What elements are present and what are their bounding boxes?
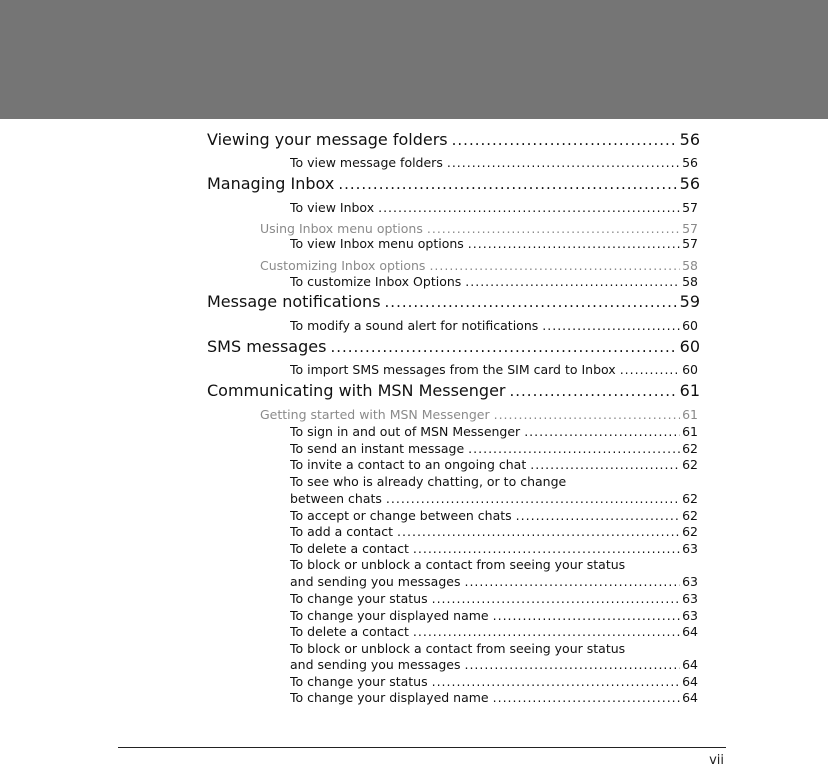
entry-title: Customizing Inbox options <box>260 258 426 273</box>
entry-page: 62 <box>682 524 698 539</box>
dot-leader <box>413 624 680 639</box>
dot-leader <box>330 338 677 356</box>
entry-title: To add a contact <box>290 524 394 539</box>
entry-page: 64 <box>682 624 698 639</box>
entry-page: 57 <box>682 221 698 236</box>
entry-page: 59 <box>679 292 700 311</box>
dot-leader <box>516 508 680 523</box>
entry-title: To change your status <box>290 591 428 606</box>
toc-entry-customize-inbox-options[interactable] <box>290 274 698 290</box>
entry-title: and sending you messages <box>290 657 461 672</box>
toc-entry-msn-messenger[interactable] <box>207 381 700 403</box>
dot-leader <box>447 155 680 170</box>
toc-entry-sending-messages[interactable] <box>290 574 698 590</box>
dot-leader <box>452 131 678 149</box>
dot-leader <box>494 407 680 422</box>
dot-leader <box>620 362 680 377</box>
entry-title: To change your displayed name <box>290 690 489 705</box>
entry-title: To view message folders <box>290 155 443 170</box>
toc-entry-getting-started-msn[interactable] <box>260 407 698 423</box>
entry-page: 63 <box>682 574 698 589</box>
entry-title: To change your status <box>290 674 428 689</box>
toc-entry-view-inbox[interactable] <box>290 200 698 216</box>
entry-title: between chats <box>290 491 382 506</box>
entry-page: 61 <box>679 381 700 400</box>
toc-entry-sms-messages[interactable] <box>207 337 700 359</box>
toc-entry-sending-messages-2[interactable] <box>290 657 698 673</box>
entry-title: Getting started with MSN Messenger <box>260 407 490 422</box>
dot-leader <box>510 382 678 400</box>
toc-entry-message-notifications[interactable] <box>207 292 700 314</box>
dot-leader <box>385 293 678 311</box>
toc-entry-invite-contact[interactable] <box>290 457 698 473</box>
entry-page: 60 <box>682 362 698 377</box>
toc-entry-customizing-inbox-options[interactable] <box>260 258 698 274</box>
entry-title: Viewing your message folders <box>207 130 448 149</box>
entry-title: To view Inbox <box>290 200 375 215</box>
entry-page: 57 <box>682 200 698 215</box>
entry-title: To send an instant message <box>290 441 465 456</box>
entry-title: and sending you messages <box>290 574 461 589</box>
footer-rule <box>118 747 726 748</box>
header-band <box>0 0 828 119</box>
toc-entry-view-message-folders[interactable] <box>290 155 698 171</box>
toc-entry-viewing-message-folders[interactable] <box>207 130 700 152</box>
entry-page: 64 <box>682 690 698 705</box>
dot-leader <box>427 221 680 236</box>
dot-leader <box>493 608 680 623</box>
entry-title: To import SMS messages from the SIM card to Inbox <box>290 362 616 377</box>
entry-page: 57 <box>682 236 698 251</box>
entry-page: 56 <box>679 174 700 193</box>
entry-page: 64 <box>682 674 698 689</box>
toc-entry-add-contact[interactable] <box>290 524 698 540</box>
toc-entry-using-inbox-menu-options[interactable] <box>260 221 698 237</box>
dot-leader <box>397 524 680 539</box>
entry-page: 60 <box>679 337 700 356</box>
toc-entry-block-line1: To block or unblock a contact from seeing your status <box>290 557 626 572</box>
dot-leader <box>338 175 677 193</box>
toc-entry-send-instant-message[interactable] <box>290 441 698 457</box>
dot-leader <box>464 574 680 589</box>
entry-title: To invite a contact to an ongoing chat <box>290 457 527 472</box>
dot-leader <box>429 258 680 273</box>
dot-leader <box>432 674 680 689</box>
dot-leader <box>530 457 680 472</box>
entry-page: 58 <box>682 274 698 289</box>
entry-page: 64 <box>682 657 698 672</box>
entry-page: 62 <box>682 457 698 472</box>
toc-entry-change-status[interactable] <box>290 591 698 607</box>
toc-entry-delete-contact[interactable] <box>290 541 698 557</box>
entry-title: To accept or change between chats <box>290 508 512 523</box>
entry-title: To modify a sound alert for notifications <box>290 318 539 333</box>
toc-entry-view-inbox-menu-options[interactable] <box>290 236 698 252</box>
entry-page: 63 <box>682 591 698 606</box>
toc-entry-change-displayed-name[interactable] <box>290 608 698 624</box>
dot-leader <box>493 690 680 705</box>
entry-title: To delete a contact <box>290 624 409 639</box>
entry-page: 63 <box>682 541 698 556</box>
entry-title: To view Inbox menu options <box>290 236 464 251</box>
toc-entry-modify-sound-alert[interactable] <box>290 318 698 334</box>
dot-leader <box>524 424 680 439</box>
dot-leader <box>464 657 680 672</box>
entry-title: Using Inbox menu options <box>260 221 423 236</box>
toc-entry-see-who-line1: To see who is already chatting, or to change <box>290 474 567 489</box>
entry-page: 62 <box>682 491 698 506</box>
entry-page: 61 <box>682 407 698 422</box>
toc-entry-sign-in-out[interactable] <box>290 424 698 440</box>
toc-entry-block-line1-2: To block or unblock a contact from seeing your status <box>290 641 626 656</box>
entry-title: SMS messages <box>207 337 327 356</box>
toc-entry-delete-contact-2[interactable] <box>290 624 698 640</box>
entry-page: 62 <box>682 441 698 456</box>
dot-leader <box>542 318 680 333</box>
dot-leader <box>432 591 680 606</box>
entry-page: 58 <box>682 258 698 273</box>
dot-leader <box>468 236 680 251</box>
dot-leader <box>465 274 680 289</box>
entry-title: Managing Inbox <box>207 174 335 193</box>
toc-entry-accept-change-chats[interactable] <box>290 508 698 524</box>
dot-leader <box>413 541 680 556</box>
toc-entry-change-displayed-name-2[interactable] <box>290 690 698 706</box>
entry-title: To sign in and out of MSN Messenger <box>290 424 521 439</box>
dot-leader <box>468 441 680 456</box>
dot-leader <box>378 200 680 215</box>
entry-page: 56 <box>679 130 700 149</box>
entry-title: To delete a contact <box>290 541 409 556</box>
entry-title: Communicating with MSN Messenger <box>207 381 506 400</box>
entry-page: 62 <box>682 508 698 523</box>
entry-title: To change your displayed name <box>290 608 489 623</box>
entry-page: 61 <box>682 424 698 439</box>
toc-entry-change-status-2[interactable] <box>290 674 698 690</box>
toc-entry-managing-inbox[interactable] <box>207 174 700 196</box>
page-number: vii <box>709 753 724 768</box>
entry-page: 56 <box>682 155 698 170</box>
toc-entry-between-chats[interactable] <box>290 491 698 507</box>
entry-page: 60 <box>682 318 698 333</box>
entry-title: Message notifications <box>207 292 381 311</box>
toc-entry-import-sms-messages[interactable] <box>290 362 698 378</box>
entry-title: To customize Inbox Options <box>290 274 462 289</box>
dot-leader <box>386 491 680 506</box>
entry-page: 63 <box>682 608 698 623</box>
